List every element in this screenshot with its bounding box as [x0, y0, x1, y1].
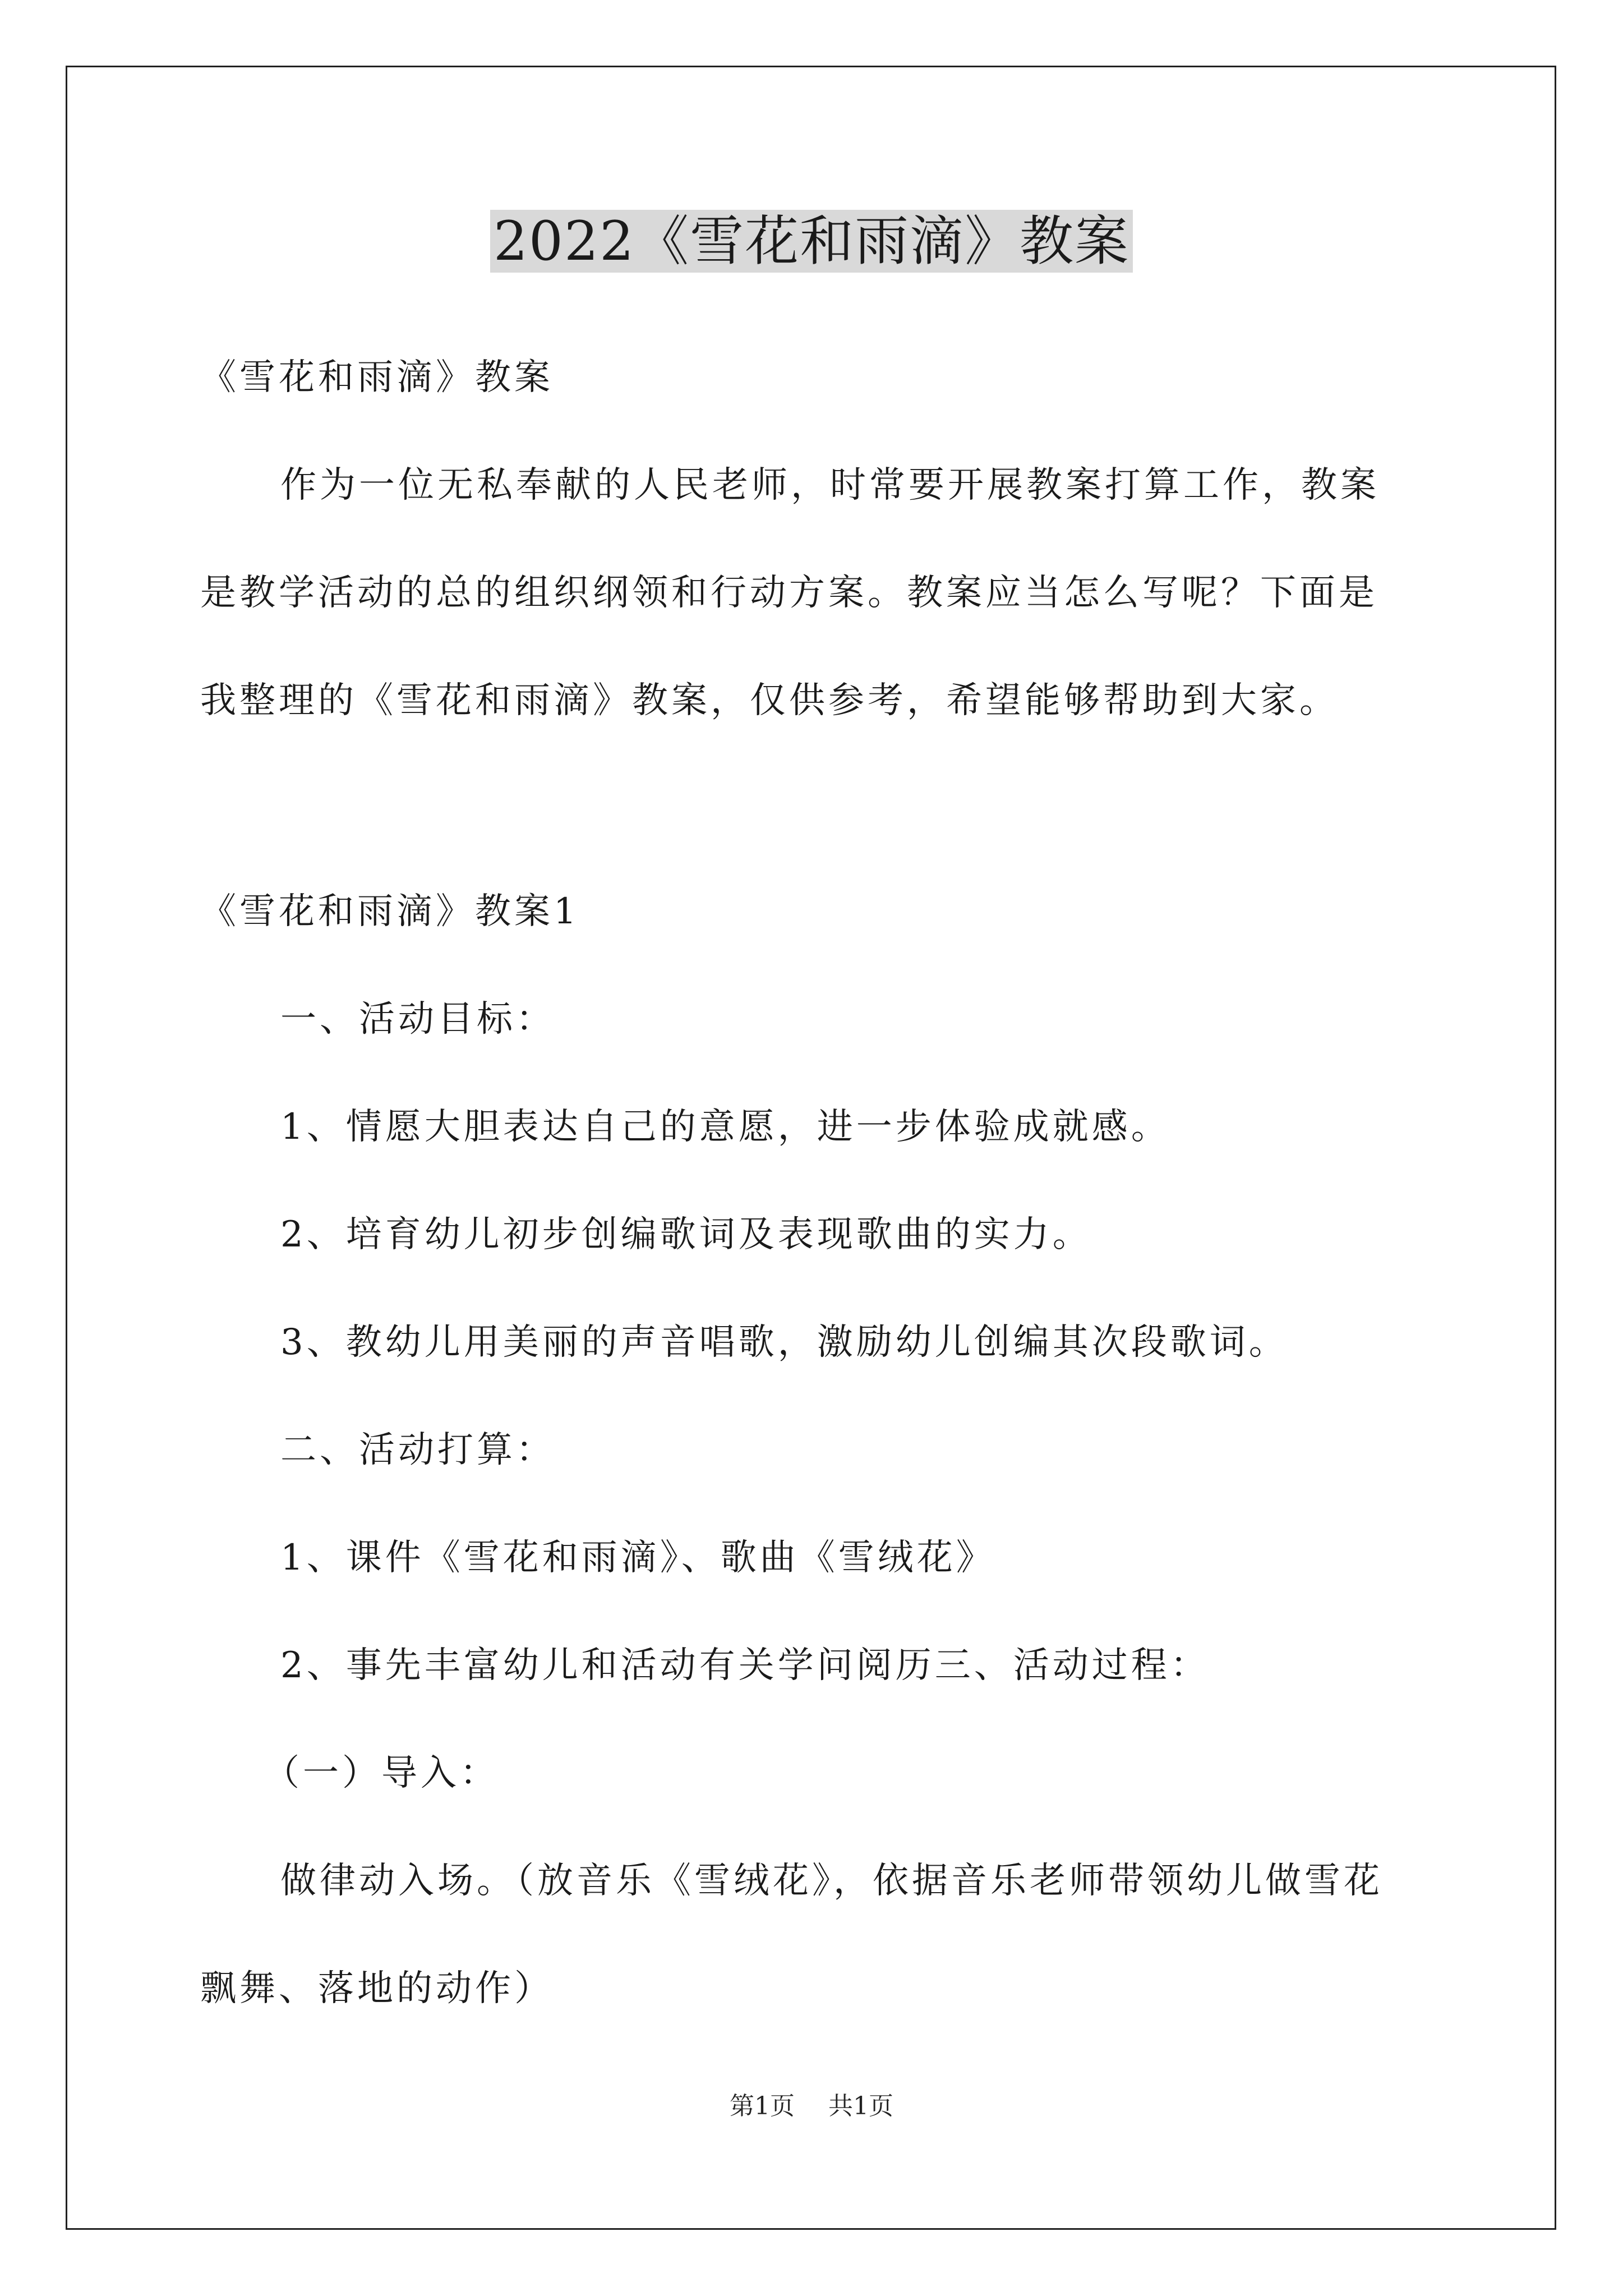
prep-item-2: 2、事先丰富幼儿和活动有关学问阅历三、活动过程： [280, 1645, 1210, 1686]
goal-item-3: 3、教幼儿用美丽的声音唱歌，激励幼儿创编其次段歌词。 [280, 1322, 1288, 1363]
process-intro-heading: （一）导入： [264, 1752, 499, 1794]
section-heading: 《雪花和雨滴》教案1 [200, 891, 580, 932]
prep-item-1: 1、课件《雪花和雨滴》、歌曲《雪绒花》 [280, 1537, 995, 1579]
page-total: 共1页 [828, 2092, 893, 2120]
process-paragraph-line-1: 做律动入场。（放音乐《雪绒花》，依据音乐老师带领幼儿做雪花 [280, 1860, 1383, 1902]
intro-line-2: 是教学活动的总的组织纲领和行动方案。教案应当怎么写呢？下面是 [200, 572, 1378, 614]
goal-heading: 一、活动目标： [280, 999, 555, 1040]
intro-line-1: 作为一位无私奉献的人民老师，时常要开展教案打算工作，教案 [280, 464, 1380, 506]
page-current: 第1页 [730, 2092, 795, 2120]
document-title-text: 2022《雪花和雨滴》教案 [490, 210, 1133, 273]
process-paragraph-line-2: 飘舞、落地的动作） [200, 1968, 554, 2009]
prep-heading: 二、活动打算： [280, 1429, 555, 1471]
document-title [0, 202, 1623, 280]
document-subtitle: 《雪花和雨滴》教案 [200, 357, 554, 398]
goal-item-1: 1、情愿大胆表达自己的意愿，进一步体验成就感。 [280, 1106, 1170, 1148]
goal-item-2: 2、培育幼儿初步创编歌词及表现歌曲的实力。 [280, 1214, 1092, 1255]
page-footer [0, 2090, 1623, 2123]
intro-line-3: 我整理的《雪花和雨滴》教案，仅供参考，希望能够帮助到大家。 [200, 680, 1339, 721]
